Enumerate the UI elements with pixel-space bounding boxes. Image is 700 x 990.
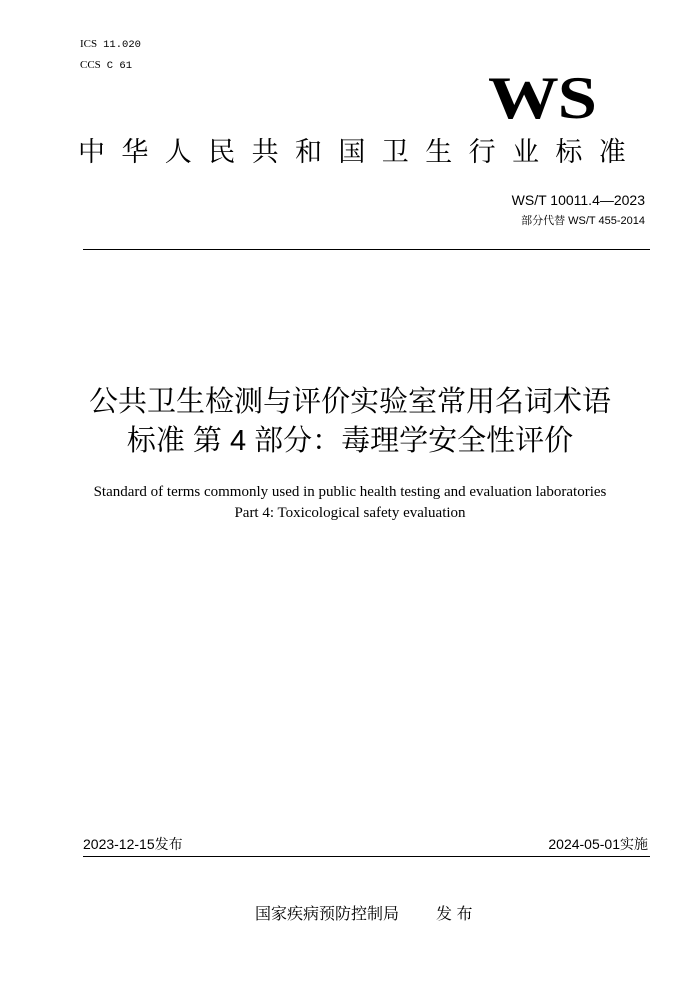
- top-divider: [83, 249, 650, 250]
- document-title-line-1: 公共卫生检测与评价实验室常用名词术语: [88, 386, 611, 418]
- industry-standard-title: 中华人民共和国卫生行业标准: [78, 137, 643, 167]
- publish-label: 发 布: [436, 906, 473, 923]
- implementation-date: 2024-05-01实施: [548, 836, 648, 852]
- ics-code: [80, 34, 141, 55]
- english-title-line-1: Standard of terms commonly used in public health testing and evaluation laboratories: [93, 484, 607, 500]
- bottom-divider: [83, 856, 650, 857]
- standard-number: WS/T 10011.4—2023: [511, 192, 645, 208]
- ccs-label: CCS: [80, 59, 101, 71]
- ics-value: 11.020: [103, 39, 141, 51]
- ccs-code: [80, 55, 141, 76]
- issue-date: 2023-12-15发布: [83, 836, 183, 852]
- document-title-line-2: 标准 第 4 部分：毒理学安全性评价: [126, 425, 574, 457]
- english-title-line-2: Part 4: Toxicological safety evaluation: [234, 505, 466, 521]
- classification-codes: [80, 34, 141, 76]
- ws-logo: WS: [488, 65, 596, 131]
- ics-label: ICS: [80, 38, 98, 50]
- publisher-name: 国家疾病预防控制局: [255, 906, 400, 923]
- ccs-value: C 61: [106, 60, 133, 72]
- replaces-standard: 部分代替 WS/T 455-2014: [521, 215, 645, 227]
